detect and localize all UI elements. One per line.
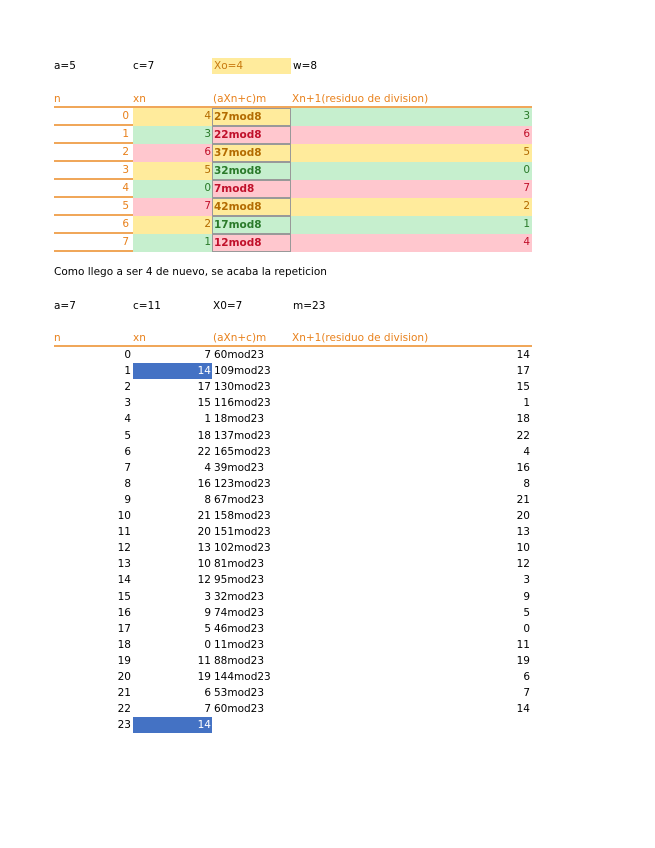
table-row — [54, 492, 532, 508]
cell-expr: 60mod23 — [214, 703, 265, 716]
cell-next: 18 — [516, 413, 530, 426]
cell-expr: 67mod23 — [214, 493, 265, 506]
cell-xn: 6 — [204, 687, 211, 700]
param-a-2: a=7 — [54, 300, 76, 312]
table-row — [54, 444, 532, 460]
cell-expr: 39mod23 — [214, 461, 265, 474]
cell-expr: 144mod23 — [214, 671, 271, 683]
cell-next: 4 — [291, 234, 532, 252]
cell-n: 2 — [124, 381, 131, 394]
table-row — [54, 363, 532, 379]
cell-expr: 81mod23 — [214, 558, 265, 571]
cell-xn: 7 — [204, 349, 211, 361]
header-n: n — [54, 93, 61, 105]
cell-xn: 3 — [204, 590, 211, 603]
table-row — [54, 379, 532, 395]
param-c-2: c=11 — [133, 300, 161, 312]
cell-expr: 109mod23 — [214, 365, 271, 378]
cell-next: 17 — [516, 365, 530, 378]
cell-expr: 22mod8 — [212, 126, 291, 144]
cell-n: 8 — [124, 477, 131, 490]
cell-xn: 9 — [204, 606, 211, 619]
cell-expr: 60mod23 — [214, 349, 265, 361]
cell-n: 0 — [54, 108, 133, 126]
cell-n: 17 — [117, 622, 131, 635]
table-row — [54, 589, 532, 605]
table-row — [54, 621, 532, 637]
cell-next: 1 — [291, 216, 532, 234]
cell-expr: 116mod23 — [214, 397, 271, 410]
cell-n: 15 — [117, 590, 131, 603]
cell-xn: 14 — [133, 363, 212, 379]
cell-xn: 10 — [197, 558, 211, 571]
cell-expr: 32mod23 — [214, 590, 265, 603]
table-row — [54, 411, 532, 427]
cell-xn: 0 — [133, 180, 212, 198]
cell-next: 14 — [516, 703, 530, 716]
cell-expr: 53mod23 — [214, 687, 265, 700]
cell-next: 16 — [516, 461, 530, 474]
cell-xn: 20 — [197, 526, 211, 539]
cell-expr: 123mod23 — [214, 477, 271, 490]
cell-next: 7 — [291, 180, 532, 198]
cell-n: 4 — [124, 413, 131, 426]
cell-expr: 102mod23 — [214, 542, 271, 555]
cell-next: 0 — [523, 622, 530, 635]
cell-n: 22 — [117, 703, 131, 716]
cell-xn: 1 — [133, 234, 212, 252]
cell-next: 6 — [523, 671, 530, 683]
cell-expr: 11mod23 — [214, 638, 265, 651]
cell-expr: 151mod23 — [214, 526, 271, 539]
cell-xn: 13 — [197, 542, 211, 555]
cell-xn: 16 — [197, 477, 211, 490]
cell-n: 18 — [117, 638, 131, 651]
table-row — [54, 556, 532, 572]
table-row — [54, 653, 532, 669]
cell-expr: 7mod8 — [212, 180, 291, 198]
header2-next: Xn+1(residuo de division) — [292, 332, 429, 344]
cell-xn: 7 — [133, 198, 212, 216]
cell-next: 10 — [516, 542, 530, 555]
cell-expr: 137mod23 — [214, 429, 271, 442]
table-row — [54, 540, 532, 556]
cell-n: 11 — [117, 526, 131, 539]
cell-next: 2 — [291, 198, 532, 216]
cell-xn: 8 — [204, 493, 211, 506]
cell-expr: 42mod8 — [212, 198, 291, 216]
cell-next: 5 — [523, 606, 530, 619]
cell-expr: 37mod8 — [212, 144, 291, 162]
param-x0-2: X0=7 — [213, 300, 243, 312]
cell-xn: 17 — [197, 381, 211, 394]
cell-next: 21 — [516, 493, 530, 506]
cell-xn: 7 — [204, 703, 211, 716]
cell-next: 14 — [516, 349, 530, 361]
cell-n: 7 — [54, 234, 133, 252]
cell-n: 3 — [124, 397, 131, 410]
cell-xn: 4 — [133, 108, 212, 126]
table-row — [54, 508, 532, 524]
cell-next: 8 — [523, 477, 530, 490]
cell-next: 1 — [523, 397, 530, 410]
table-row — [54, 524, 532, 540]
cell-xn: 5 — [133, 162, 212, 180]
cell-xn: 11 — [197, 654, 211, 667]
cell-n: 20 — [117, 671, 131, 683]
cell-n: 19 — [117, 654, 131, 667]
table-row — [54, 701, 532, 717]
cell-xn: 6 — [133, 144, 212, 162]
cell-xn: 12 — [197, 574, 211, 587]
cell-expr: 95mod23 — [214, 574, 265, 587]
cell-xn: 2 — [133, 216, 212, 234]
cell-n: 4 — [54, 180, 133, 198]
cell-next: 22 — [516, 429, 530, 442]
cell-next: 20 — [516, 510, 530, 522]
cell-xn: 14 — [133, 717, 212, 733]
cell-n: 0 — [124, 349, 131, 361]
cell-n: 5 — [54, 198, 133, 216]
cell-expr: 32mod8 — [212, 162, 291, 180]
cell-xn: 3 — [133, 126, 212, 144]
cell-xn: 4 — [204, 461, 211, 474]
cell-next: 3 — [523, 574, 530, 587]
param-x0: Xo=4 — [212, 58, 291, 74]
cell-xn: 18 — [197, 429, 211, 442]
header-xn: xn — [133, 93, 146, 105]
cell-n: 1 — [124, 365, 131, 378]
cell-n: 23 — [117, 719, 131, 732]
cell-expr: 18mod23 — [214, 413, 265, 426]
cell-next — [291, 717, 532, 733]
cell-expr: 130mod23 — [214, 381, 271, 394]
cell-expr — [212, 717, 291, 733]
cell-n: 10 — [117, 510, 131, 522]
cell-n: 2 — [54, 144, 133, 162]
cell-next: 12 — [516, 558, 530, 571]
cell-n: 6 — [124, 445, 131, 458]
cell-xn: 0 — [204, 638, 211, 651]
cell-n: 1 — [54, 126, 133, 144]
header2-expr: (aXn+c)m — [213, 332, 267, 344]
cell-expr: 158mod23 — [214, 510, 271, 522]
n-underline — [54, 250, 133, 252]
table-row — [54, 428, 532, 444]
table-row — [54, 637, 532, 653]
cell-expr: 88mod23 — [214, 654, 265, 667]
header2-n: n — [54, 332, 61, 344]
cell-expr: 17mod8 — [212, 216, 291, 234]
cell-n: 14 — [117, 574, 131, 587]
table-row — [54, 395, 532, 411]
cell-next: 9 — [523, 590, 530, 603]
header2-xn: xn — [133, 332, 146, 344]
cell-expr: 46mod23 — [214, 622, 265, 635]
cell-next: 13 — [516, 526, 530, 539]
table-row — [54, 476, 532, 492]
repetition-note: Como llego a ser 4 de nuevo, se acaba la repeticion — [54, 266, 327, 278]
cell-expr: 74mod23 — [214, 606, 265, 619]
cell-next: 7 — [523, 687, 530, 700]
cell-n: 9 — [124, 493, 131, 506]
param-a: a=5 — [54, 60, 76, 72]
cell-xn: 1 — [204, 413, 211, 426]
cell-expr: 165mod23 — [214, 445, 271, 458]
cell-xn: 5 — [204, 622, 211, 635]
cell-n: 13 — [117, 558, 131, 571]
cell-next: 19 — [516, 654, 530, 667]
cell-next: 0 — [291, 162, 532, 180]
table-row — [54, 572, 532, 588]
cell-expr: 27mod8 — [212, 108, 291, 126]
cell-n: 3 — [54, 162, 133, 180]
param-w: w=8 — [293, 60, 318, 72]
header-next: Xn+1(residuo de division) — [292, 93, 429, 105]
cell-n: 6 — [54, 216, 133, 234]
cell-next: 15 — [516, 381, 530, 394]
table-row — [54, 605, 532, 621]
cell-next: 5 — [291, 144, 532, 162]
cell-xn: 22 — [197, 445, 211, 458]
table-row — [54, 717, 532, 733]
cell-xn: 15 — [197, 397, 211, 410]
table-row — [54, 685, 532, 701]
header-expr: (aXn+c)m — [213, 93, 267, 105]
cell-next: 6 — [291, 126, 532, 144]
table-row — [54, 669, 532, 685]
cell-n: 16 — [117, 606, 131, 619]
cell-next: 3 — [291, 108, 532, 126]
cell-n: 5 — [124, 429, 131, 442]
cell-xn: 19 — [197, 671, 211, 683]
param-m-2: m=23 — [293, 300, 326, 312]
cell-next: 4 — [523, 445, 530, 458]
cell-next: 11 — [516, 638, 530, 651]
cell-xn: 21 — [197, 510, 211, 522]
table-row — [54, 347, 532, 363]
cell-n: 12 — [117, 542, 131, 555]
cell-n: 21 — [117, 687, 131, 700]
param-c: c=7 — [133, 60, 155, 72]
table-row — [54, 460, 532, 476]
cell-n: 7 — [124, 461, 131, 474]
cell-expr: 12mod8 — [212, 234, 291, 252]
